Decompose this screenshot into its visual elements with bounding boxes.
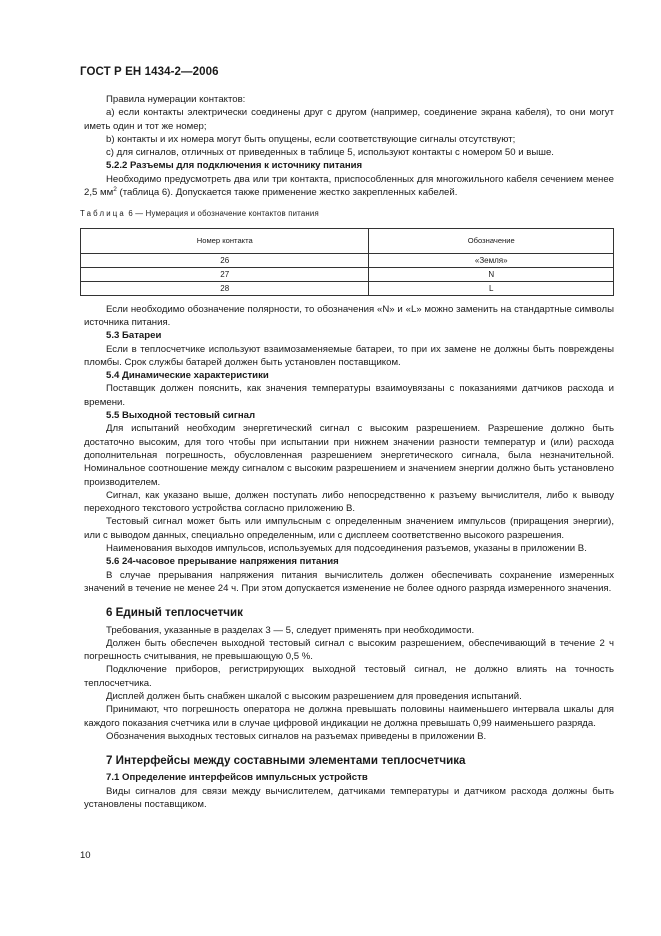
- cell-number: 27: [81, 267, 369, 281]
- column-header-label: Обозначение: [369, 228, 614, 253]
- cell-label: L: [369, 281, 614, 295]
- page-number: 10: [80, 850, 91, 861]
- paragraph: Тестовый сигнал может быть или импульсным с определенным значением импульсов (приращения энергии), или с выводом данных, специально определенным, или с дисплеем соответственно высокого разрешения.: [84, 516, 614, 541]
- paragraph: Для испытаний необходим энергетический сигнал с высоким разрешением. Разрешение должно быть достаточно высоким, для того чтобы при испытании при нижнем значении разности температур и (или) расхода дополнительная погрешность, обусловленная разрешением энергетического сигнала, была незначительной. Номинальное соотношение между сигналом с высоким разрешением и значением энергии должно быть установлено производителем.: [84, 423, 614, 488]
- list-item: b) контакты и их номера могут быть опущены, если соответствующие сигналы отсутствуют;: [106, 133, 516, 145]
- list-item: а) если контакты электрически соединены друг с другом (например, соединение экрана кабеля), то они могут иметь один и тот же номер;: [84, 107, 614, 132]
- section-heading-5-3: 5.3 Батареи: [106, 330, 162, 342]
- paragraph: Требования, указанные в разделах 3 — 5, следует применять при необходимости.: [106, 624, 475, 636]
- section-heading-7: 7 Интерфейсы между составными элементами теплосчетчика: [106, 754, 466, 768]
- caption-word: Таблица: [80, 209, 126, 219]
- document-header: ГОСТ Р ЕН 1434-2—2006: [80, 66, 219, 78]
- paragraph: Должен быть обеспечен выходной тестовый сигнал с высоким разрешением, обеспечивающий в течение 2 ч погрешность считывания, не превышающую 0,5 %.: [84, 637, 614, 663]
- list-item: с) для сигналов, отличных от приведенных в таблице 5, используют контакты с номером 50 и выше.: [106, 147, 554, 159]
- text: (таблица 6). Допускается также применение жестко закрепленных кабелей.: [116, 187, 458, 199]
- section-heading-5-6: 5.6 24-часовое прерывание напряжения питания: [106, 556, 339, 568]
- section-heading-5-5: 5.5 Выходной тестовый сигнал: [106, 410, 256, 422]
- paragraph: Виды сигналов для связи между вычислителем, датчиками температуры и датчиком расхода должны быть установлены поставщиком.: [84, 785, 614, 811]
- paragraph: Сигнал, как указано выше, должен поступать либо непосредственно к разъему вычислителя, либо к выводу переходного текстового устройства согласно приложению В.: [84, 489, 614, 515]
- paragraph: Если необходимо обозначение полярности, то обозначения «N» и «L» можно заменить на стандартные символы источника питания.: [84, 303, 614, 328]
- column-header-number: Номер контакта: [81, 228, 369, 253]
- section-heading-7-1: 7.1 Определение интерфейсов импульсных устройств: [106, 772, 368, 784]
- paragraph: Принимают, что погрешность оператора не должна превышать половины наименьшего интервала шкалы для каждого показания счетчика или в случае цифровой индикации не должна превышать 0,99 наименьшего разряда.: [84, 704, 614, 729]
- section-heading-6: 6 Единый теплосчетчик: [106, 606, 243, 620]
- caption-text: 6 — Нумерация и обозначение контактов питания: [125, 209, 319, 219]
- table-row: [81, 253, 614, 267]
- document-body: [80, 93, 614, 811]
- cell-label: N: [369, 267, 614, 281]
- cell-number: 26: [81, 253, 369, 267]
- section-heading-5-4: 5.4 Динамические характеристики: [106, 370, 269, 382]
- table-row: [81, 267, 614, 281]
- paragraph: Правила нумерации контактов:: [106, 94, 246, 105]
- table-row: [81, 281, 614, 295]
- superscript: 2: [113, 185, 117, 193]
- paragraph: Поставщик должен пояснить, как значения температуры взаимоувязаны с показаниями датчиков расхода и времени.: [84, 383, 614, 408]
- section-heading-5-2-2: 5.2.2 Разъемы для подключения к источнику питания: [106, 160, 363, 172]
- paragraph: Подключение приборов, регистрирующих выходной тестовый сигнал, не должно влиять на точность теплосчетчика.: [84, 664, 614, 689]
- paragraph: Наименования выходов импульсов, используемых для подсоединения разъемов, указаны в приложении В.: [106, 543, 587, 555]
- paragraph: Обозначения выходных тестовых сигналов на разъемах приведены в приложении В.: [106, 730, 487, 742]
- paragraph: [84, 173, 614, 200]
- table-caption: [80, 207, 614, 220]
- contacts-table: [80, 228, 614, 296]
- paragraph: В случае прерывания напряжения питания вычислитель должен обеспечивать сохранение измеренных значений в течение не менее 24 ч. При этом допускается изменение не более одного разряда измеренного значения.: [84, 569, 614, 594]
- paragraph: Если в теплосчетчике используют взаимозаменяемые батареи, то при их замене не должны быть повреждены пломбы. Срок службы батарей должен быть установлен поставщиком.: [84, 343, 614, 368]
- text: Необходимо предусмотреть два или три контакта, приспособленных для многожильного кабеля сечением менее 2,5 мм: [84, 173, 614, 199]
- cell-number: 28: [81, 281, 369, 295]
- cell-label: «Земля»: [369, 253, 614, 267]
- paragraph: Дисплей должен быть снабжен шкалой с высоким разрешением для проведения испытаний.: [106, 690, 522, 702]
